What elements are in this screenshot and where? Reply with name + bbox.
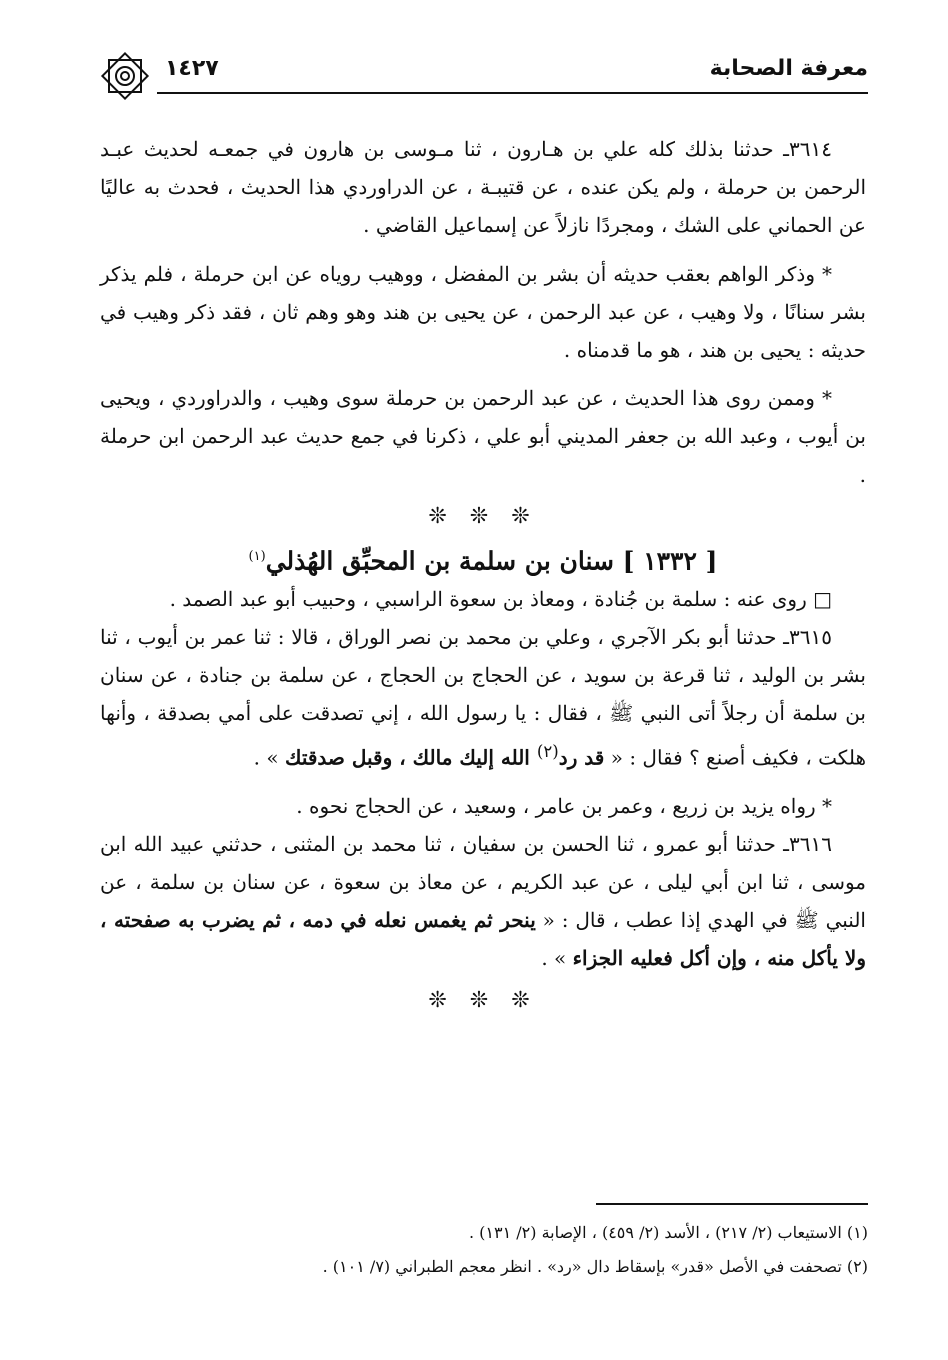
section-divider-stars: ❊ ❊ ❊ bbox=[428, 503, 538, 529]
footnote-ref-1: (١) bbox=[248, 548, 266, 564]
paragraph-rawah: * رواه يزيد بن زريع ، وعمر بن عامر ، وسعيد ، عن الحجاج نحوه . bbox=[296, 793, 832, 818]
header-rule bbox=[157, 92, 868, 94]
section-divider-stars-bottom: ❊ ❊ ❊ bbox=[428, 987, 538, 1013]
entry-heading-text: [ ١٣٣٢ ] سنان بن سلمة بن المحبِّق الهُذلي bbox=[265, 546, 718, 576]
hadith-3616-text: ٣٦١٦ـ حدثنا أبو عمرو ، ثنا الحسن بن سفيان ، ثنا محمد بن المثنى ، حدثني عبيد الله ابن موسى ، ثنا ابن أبي ليلى ، عن عبد الكريم ، عن معاذ بن سعوة ، عن سنان بن سلمة ، عن النبي ﷺ في الهدي إذا عطب ، قال : « bbox=[100, 831, 866, 933]
footnote-1: (١) الاستيعاب (٢/ ٢١٧) ، الأسد (٢/ ٤٥٩) ، الإصابة (٢/ ١٣١) . bbox=[468, 1223, 868, 1242]
main-text bbox=[100, 130, 866, 1018]
narrators-line: □ روى عنه : سلمة بن جُنادة ، ومعاذ بن سعوة الراسبي ، وحبيب أبو عبد الصمد . bbox=[169, 586, 832, 611]
footnote-rule bbox=[596, 1203, 868, 1205]
running-title: معرفة الصحابة bbox=[709, 56, 868, 81]
paragraph-note-2: * وممن روى هذا الحديث ، عن عبد الرحمن بن حرملة سوى وهيب ، والدراوردي ، ويحيى بن أيوب ، وعبد الله بن جعفر المديني أبو علي ، ذكرنا في جمع حديث عبد الرحمن ابن حرملة . bbox=[100, 386, 866, 487]
page-header bbox=[95, 52, 868, 102]
hadith-3616-end: » . bbox=[541, 946, 573, 971]
hadith-3615-quote-a: قد رد bbox=[558, 745, 605, 770]
page-number: ١٤٢٧ bbox=[165, 56, 219, 81]
paragraph-note-1: * وذكر الواهم بعقب حديثه أن بشر بن المفضل ، ووهيب روياه عن ابن حرملة ، فلم يذكر بشر سنانًا ، ولا وهيب ، عن عبد الرحمن ، عن يحيى بن هند وهو وهم ثان ، فقد ذكر وهيب في حديثه : يحيى بن هند ، هو ما قدمناه . bbox=[100, 261, 866, 363]
hadith-3615-quote-b: الله إليك مالك ، وقبل صدقتك bbox=[284, 745, 537, 770]
paragraph-3616 bbox=[100, 825, 866, 978]
hadith-3615-end: » . bbox=[253, 745, 285, 770]
footnote-ref-2: (٢) bbox=[536, 741, 559, 761]
paragraph-3614: ٣٦١٤ـ حدثنا بذلك كله علي بن هـارون ، ثنا مـوسى بن هارون في جمعـه لحديث عبـد الرحمن بن حرملة ، ولم يكن عنده ، عن قتيبـة ، عن الدراوردي هذا الحديث ، فحدث به عاليًا عن الحماني على الشك ، ومجردًا نازلاً عن إسماعيل القاضي . bbox=[100, 137, 866, 238]
hadith-3616-quote: ينحر ثم يغمس نعله في دمه ، ثم يضرب به صفحته ، ولا يأكل منه ، وإن أكل فعليه الجزاء bbox=[100, 908, 866, 971]
hadith-3615-text: ٣٦١٥ـ حدثنا أبو بكر الآجري ، وعلي بن محمد بن نصر الوراق ، قالا : ثنا عمر بن أيوب ، ثنا بشر بن الوليد ، ثنا قرعة بن سويد ، عن الحجاج بن الحجاج ، عن سلمة بن جنادة ، عن سنان بن سلمة أن رجلاً أتى النبي ﷺ ، فقال : يا رسول الله ، إني تصدقت على أمي بصدقة ، وأنها هلكت ، فكيف أصنع ؟ فقال : « bbox=[100, 625, 866, 770]
paragraph-3615 bbox=[100, 618, 866, 776]
entry-heading bbox=[100, 534, 866, 580]
footnote-2: (٢) تصحفت في الأصل «قدر» بإسقاط دال «رد» . انظر معجم الطبراني (٧/ ١٠١) . bbox=[322, 1257, 868, 1276]
footnotes bbox=[100, 1216, 868, 1284]
ornament-icon bbox=[95, 46, 155, 106]
